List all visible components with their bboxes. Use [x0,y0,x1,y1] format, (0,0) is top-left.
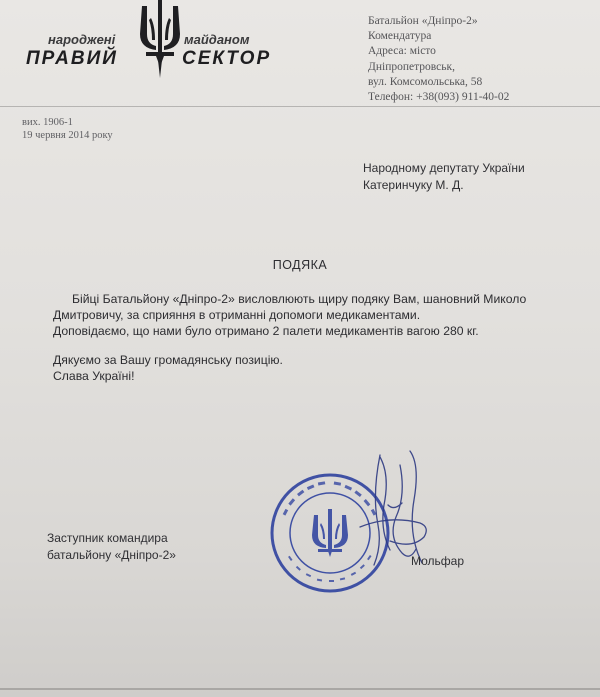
signer-callsign: Мольфар [411,554,465,568]
sender-address [368,14,588,105]
logo-name-right: СЕКТОР [182,48,272,69]
body-paragraph: Слава Україні! [53,369,135,384]
logo-name-left: ПРАВИЙ [26,48,118,69]
recipient-title: Народному депутату України [363,161,525,175]
signer-position-line: батальйону «Дніпро-2» [47,548,176,562]
recipient-block [363,160,525,194]
recipient-name: Катеринчуку М. Д. [363,178,464,192]
letter-body [53,292,573,385]
logo-slogan-right: майданом [184,32,250,47]
letter-title: ПОДЯКА [272,258,328,272]
signer-position [47,530,176,564]
body-paragraph: Доповідаємо, що нами було отримано 2 палети медикаментів вагою 280 кг. [53,323,479,338]
body-paragraph: Дякуємо за Вашу громадянську позицію. [53,353,283,368]
logo-slogan-left: народжені [48,32,116,47]
body-paragraph: Бійці Батальйону «Дніпро-2» висловлюють щиру подяку Вам, шановний Миколо Дмитровичу, за сприяння в отриманні допомоги медикаментами. [53,292,527,322]
address-line: Дніпропетровськ, [368,60,455,73]
address-line: Батальйон «Дніпро-2» [368,15,478,27]
trident-icon [312,509,348,557]
outgoing-number: вих. 1906-1 [22,117,73,128]
outgoing-reference [22,116,113,142]
outgoing-date: 19 червня 2014 року [22,130,113,141]
address-line: вул. Комсомольська, 58 [368,75,483,88]
address-line: Адреса: місто [368,45,436,58]
trident-sword-icon [134,0,186,82]
address-line: Телефон: +38(093) 911-40-02 [368,91,510,104]
signer-position-line: Заступник командира [47,531,168,545]
page-bottom-edge [0,688,600,690]
address-line: Комендатура [368,30,432,43]
letterhead-logo [22,0,307,82]
header-divider [0,106,600,107]
